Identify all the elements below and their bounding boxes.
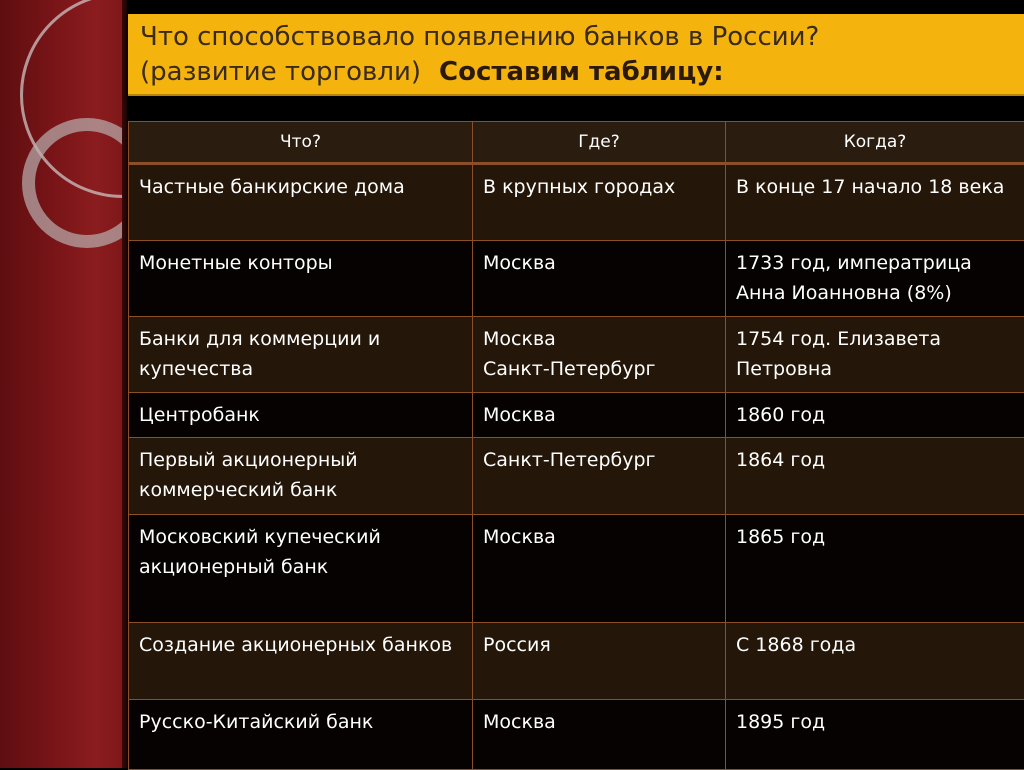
cell-text: 1754 год. Елизавета Петровна xyxy=(736,328,941,380)
table-row xyxy=(129,317,1024,393)
table-header-row xyxy=(129,122,1024,164)
cell-where xyxy=(473,393,726,438)
cell-text: 1895 год xyxy=(736,711,825,733)
title-line-2 xyxy=(140,55,1010,90)
cell-what xyxy=(129,623,473,700)
cell-when xyxy=(726,623,1024,700)
cell-where xyxy=(473,700,726,770)
cell-text: Россия xyxy=(483,634,551,656)
cell-where xyxy=(473,164,726,241)
cell-when xyxy=(726,515,1024,623)
table-row xyxy=(129,393,1024,438)
cell-text: Санкт-Петербург xyxy=(483,449,656,471)
cell-text: Создание акционерных банков xyxy=(139,634,452,656)
cell-what xyxy=(129,515,473,623)
cell-text: Москва xyxy=(483,404,556,426)
cell-where xyxy=(473,515,726,623)
banks-table xyxy=(128,121,1024,770)
cell-where xyxy=(473,438,726,515)
cell-text: Частные банкирские дома xyxy=(139,176,405,198)
cell-text: В конце 17 начало 18 века xyxy=(736,176,1004,198)
cell-when xyxy=(726,317,1024,393)
cell-text: Центробанк xyxy=(139,404,260,426)
cell-what xyxy=(129,317,473,393)
cell-text: Банки для коммерции и купечества xyxy=(139,328,380,380)
cell-text: 1733 год, императрица Анна Иоанновна (8%) xyxy=(736,252,972,304)
table-row xyxy=(129,241,1024,317)
cell-when xyxy=(726,241,1024,317)
cell-what xyxy=(129,700,473,770)
cell-what xyxy=(129,438,473,515)
cell-text: 1864 год xyxy=(736,449,825,471)
slide-title xyxy=(128,14,1024,96)
cell-where xyxy=(473,241,726,317)
cell-text: Москва xyxy=(483,252,556,274)
cell-where xyxy=(473,317,726,393)
cell-where xyxy=(473,623,726,700)
cell-text: Московский купеческий акционерный банк xyxy=(139,526,381,578)
cell-text: С 1868 года xyxy=(736,634,856,656)
cell-when xyxy=(726,700,1024,770)
cell-what xyxy=(129,393,473,438)
cell-what xyxy=(129,241,473,317)
cell-text: 1860 год xyxy=(736,404,825,426)
column-header-where: Где? xyxy=(473,122,726,164)
cell-text: 1865 год xyxy=(736,526,825,548)
table-row xyxy=(129,700,1024,770)
decorative-side-band xyxy=(0,0,127,768)
title-subtitle: (развитие торговли) xyxy=(140,57,421,87)
cell-text: Монетные конторы xyxy=(139,252,333,274)
cell-text: Русско-Китайский банк xyxy=(139,711,373,733)
cell-text: В крупных городах xyxy=(483,176,675,198)
cell-when xyxy=(726,438,1024,515)
table-row xyxy=(129,515,1024,623)
cell-when xyxy=(726,393,1024,438)
band-edge-shadow xyxy=(122,0,127,768)
table-row xyxy=(129,164,1024,241)
column-header-what: Что? xyxy=(129,122,473,164)
cell-text: Москва Санкт-Петербург xyxy=(483,328,656,380)
table-row xyxy=(129,623,1024,700)
cell-text: Москва xyxy=(483,711,556,733)
title-line-1: Что способствовало появлению банков в России? xyxy=(140,20,1010,55)
title-accent: Составим таблицу: xyxy=(439,57,724,87)
table-row xyxy=(129,438,1024,515)
cell-text: Первый акционерный коммерческий банк xyxy=(139,449,358,501)
cell-text: Москва xyxy=(483,526,556,548)
cell-what xyxy=(129,164,473,241)
cell-when xyxy=(726,164,1024,241)
column-header-when: Когда? xyxy=(726,122,1024,164)
